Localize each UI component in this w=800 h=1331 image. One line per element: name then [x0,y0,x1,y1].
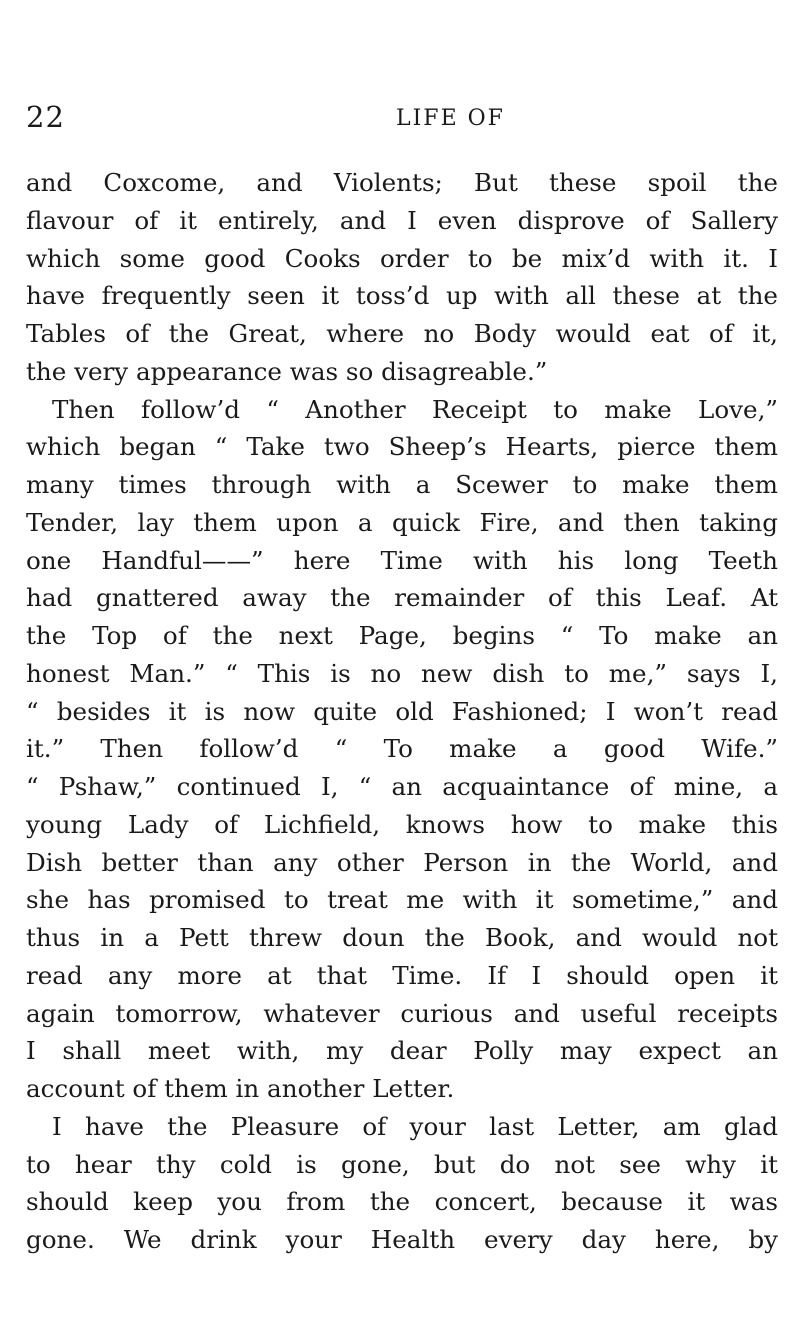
text-line: which began “ Take two Sheep’s Hearts, pierce them [26,432,778,462]
text-line: she has promised to treat me with it sometime,” and [26,885,778,915]
text-line: “ Pshaw,” continued I, “ an acquaintance of mine, a [26,772,778,801]
text-line: Tables of the Great, where no Body would eat of it, [26,319,778,348]
text-line: had gnattered away the remainder of this Leaf. At [26,583,778,613]
text-line: “ besides it is now quite old Fashioned; I won’t read [26,696,778,726]
text-line: gone. We drink your Health every day here, by [26,1225,778,1254]
text-line: Then follow’d “ Another Receipt to make Love,” [52,394,778,424]
text-line: Dish better than any other Person in the World, and [26,847,778,877]
text-line: flavour of it entirely, and I even disprove of Sallery [26,205,778,235]
text-line: one Handful——” here Time with his long Teeth [26,545,778,575]
running-head: LIFE OF [396,106,505,131]
text-line: the Top of the next Page, begins “ To make an [26,621,778,650]
text-line: young Lady of Lichfield, knows how to make this [26,809,778,839]
text-line: I have the Pleasure of your last Letter, am glad [52,1111,778,1141]
text-line: have frequently seen it toss’d up with all these at the [26,281,778,311]
text-line: it.” Then follow’d “ To make a good Wife.” [26,734,778,764]
text-line: to hear thy cold is gone, but do not see why it [26,1149,778,1179]
body-text [26,164,778,1259]
text-line: thus in a Pett threw doun the Book, and would not [26,923,778,952]
text-line: the very appearance was so disagreable.” [26,356,548,386]
text-line: I shall meet with, my dear Polly may expect an [26,1036,778,1066]
page-number: 22 [26,100,65,134]
text-line: many times through with a Scewer to make them [26,470,778,499]
page-header [26,100,776,150]
text-line: read any more at that Time. If I should open it [26,960,778,990]
text-line: again tomorrow, whatever curious and useful receipts [26,998,778,1028]
text-line: account of them in another Letter. [26,1074,455,1103]
text-line: which some good Cooks order to be mix’d with it. I [26,243,778,273]
text-line: should keep you from the concert, because it was [26,1187,778,1217]
text-line: and Coxcome, and Violents; But these spoil the [26,168,778,197]
text-line: honest Man.” “ This is no new dish to me,” says I, [26,658,778,688]
text-line: Tender, lay them upon a quick Fire, and then taking [26,507,778,537]
